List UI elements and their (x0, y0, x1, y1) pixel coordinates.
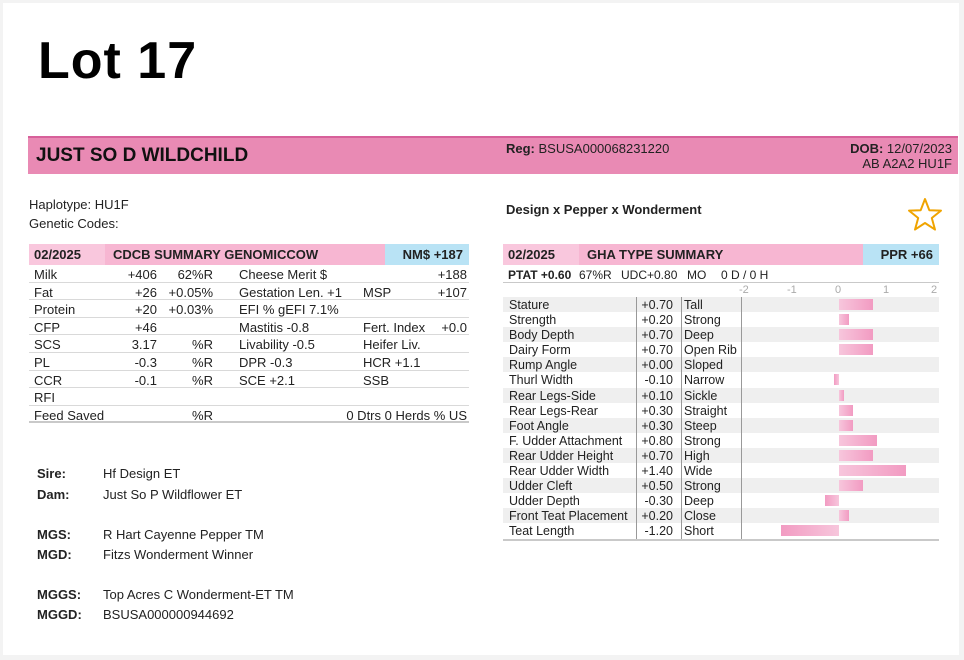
cdcb-date: 02/2025 (29, 244, 105, 265)
cdcb-cell: Fert. Index (363, 319, 426, 335)
cdcb-header (29, 244, 469, 265)
trait-descriptor: Strong (684, 313, 721, 328)
cdcb-cell: 62%R (177, 267, 213, 282)
axis-ticks (503, 283, 939, 297)
star-icon[interactable] (907, 197, 943, 233)
dam-name: Just So P Wildflower ET (103, 487, 243, 502)
gha-date: 02/2025 (503, 244, 579, 265)
cdcb-title: CDCB SUMMARY GENOMICCOW (105, 244, 385, 265)
trait-name: F. Udder Attachment (509, 433, 623, 448)
trait-value: +0.20 (641, 509, 673, 524)
daughters-herds: 0 D / 0 H (721, 268, 769, 282)
dob-block (850, 141, 952, 171)
cdcb-cell: Heifer Liv. (363, 337, 421, 353)
cdcb-cell: +46 (134, 319, 157, 335)
cdcb-row (29, 406, 469, 424)
trait-value: +0.80 (641, 433, 673, 448)
cdcb-row (29, 265, 469, 283)
cdcb-cell: +20 (134, 302, 157, 318)
trait-descriptor: Straight (684, 403, 728, 418)
trait-descriptor: Deep (684, 494, 714, 509)
trait-row (503, 342, 939, 357)
trait-row (503, 463, 939, 478)
cdcb-row (29, 353, 469, 371)
trait-descriptor: High (684, 448, 710, 463)
cdcb-cell: %R (192, 337, 213, 353)
genetic-codes: Genetic Codes: (29, 216, 119, 231)
trait-descriptor: Strong (684, 479, 721, 494)
udc: UDC+0.80 (621, 268, 678, 282)
trait-bar (839, 390, 844, 401)
cdcb-cell: Milk (34, 267, 58, 282)
trait-descriptor: Short (684, 524, 714, 539)
trait-row (503, 478, 939, 493)
cdcb-summary (29, 244, 469, 423)
trait-descriptor: Sickle (684, 388, 718, 403)
trait-descriptor: Strong (684, 433, 721, 448)
trait-name: Foot Angle (509, 418, 569, 433)
registration (506, 141, 669, 156)
trait-name: Rear Udder Height (509, 448, 614, 463)
trait-bar (839, 344, 873, 355)
haplotype: Haplotype: HU1F (29, 197, 129, 212)
reg-label: Reg: (506, 141, 535, 156)
cdcb-cell: MSP (363, 284, 392, 300)
trait-name: Teat Length (509, 524, 575, 539)
mggs-name: Top Acres C Wonderment-ET TM (103, 587, 294, 602)
axis-tick-label: 2 (931, 284, 938, 296)
mgs-label: MGS: (37, 527, 71, 542)
trait-name: Dairy Form (509, 343, 571, 358)
trait-row (503, 388, 939, 403)
trait-value: +0.70 (641, 328, 673, 343)
sire-label: Sire: (37, 466, 66, 481)
trait-name: Stature (509, 298, 550, 312)
trait-bar (825, 495, 839, 506)
trait-value: +0.30 (641, 418, 673, 433)
nm-dollar: NM$ +187 (385, 244, 469, 265)
trait-name: Rear Udder Width (509, 464, 610, 479)
pedigree-summary: Design x Pepper x Wonderment (506, 202, 702, 217)
animal-name: JUST SO D WILDCHILD (36, 145, 249, 166)
trait-value: -0.30 (644, 494, 673, 509)
ptat-row (503, 265, 939, 283)
trait-value: +0.70 (641, 343, 673, 358)
axis-tick-label: -2 (739, 284, 749, 296)
cdcb-cell: Mastitis -0.8 (239, 319, 310, 335)
trait-name: Thurl Width (509, 373, 573, 388)
trait-bar (839, 435, 877, 446)
cdcb-row (29, 371, 469, 389)
column-divider (681, 297, 682, 539)
mgd-name: Fitzs Wonderment Winner (103, 547, 254, 562)
trait-descriptor: Open Rib (684, 343, 737, 358)
trait-row (503, 433, 939, 448)
cdcb-rows (29, 265, 469, 423)
sale-page (3, 3, 959, 655)
cdcb-cell: +0.0 (441, 319, 467, 335)
trait-bar (839, 510, 849, 521)
trait-row (503, 357, 939, 372)
cdcb-row (29, 335, 469, 353)
trait-bar (839, 420, 853, 431)
trait-row (503, 297, 939, 312)
trait-descriptor: Tall (684, 298, 703, 312)
ptat-rel: 67%R (579, 268, 612, 282)
trait-row (503, 493, 939, 508)
trait-bar (839, 329, 873, 340)
trait-bar (839, 450, 873, 461)
cdcb-cell: -0.1 (134, 372, 157, 388)
trait-bar (839, 314, 849, 325)
mggd-label: MGGD: (37, 607, 82, 622)
trait-value: +0.50 (641, 479, 673, 494)
animal-header (28, 136, 958, 174)
cdcb-cell: PL (34, 354, 50, 370)
trait-value: -0.10 (644, 373, 673, 388)
column-divider (636, 297, 637, 539)
cdcb-cell: %R (192, 372, 213, 388)
trait-descriptor: Deep (684, 328, 714, 343)
trait-value: +0.20 (641, 313, 673, 328)
trait-bar (781, 525, 839, 536)
trait-name: Front Teat Placement (509, 509, 628, 524)
dam-label: Dam: (37, 487, 70, 502)
trait-row (503, 312, 939, 327)
cdcb-row (29, 283, 469, 301)
cdcb-cell: %R (192, 407, 213, 423)
dob-label: DOB: (850, 141, 884, 156)
gha-type-summary (503, 244, 939, 539)
gha-header (503, 244, 939, 265)
sire-name: Hf Design ET (103, 466, 181, 481)
trait-value: +0.30 (641, 403, 673, 418)
mgd-label: MGD: (37, 547, 72, 562)
cdcb-cell: Feed Saved (34, 407, 105, 423)
gha-title: GHA TYPE SUMMARY (579, 244, 863, 265)
trait-descriptor: Sloped (684, 358, 723, 373)
trait-value: +0.70 (641, 298, 673, 312)
cdcb-cell: +188 (437, 267, 467, 282)
cdcb-cell: +0.05% (168, 284, 213, 300)
trait-row (503, 508, 939, 523)
cdcb-cell: SSB (363, 372, 390, 388)
trait-name: Rear Legs-Rear (509, 403, 598, 418)
trait-bar (839, 465, 906, 476)
trait-name: Rear Legs-Side (509, 388, 596, 403)
trait-value: +0.70 (641, 448, 673, 463)
trait-bar (839, 405, 853, 416)
cdcb-cell: HCR +1.1 (363, 354, 421, 370)
cdcb-row (29, 318, 469, 336)
trait-value: -1.20 (644, 524, 673, 539)
trait-name: Body Depth (509, 328, 575, 343)
trait-row (503, 448, 939, 463)
trait-table (503, 297, 939, 539)
trait-bar (839, 480, 863, 491)
trait-row (503, 418, 939, 433)
cdcb-cell: CCR (34, 372, 63, 388)
reg-number: BSUSA000068231220 (538, 141, 670, 156)
cdcb-cell: -0.3 (134, 354, 157, 370)
trait-name: Udder Cleft (509, 479, 573, 494)
mgs-name: R Hart Cayenne Pepper TM (103, 527, 264, 542)
mggs-label: MGGS: (37, 587, 82, 602)
trait-bar (839, 299, 873, 310)
trait-bar (834, 374, 839, 385)
cdcb-cell: RFI (34, 390, 55, 406)
cdcb-cell: Livability -0.5 (239, 337, 315, 353)
cdcb-cell: Gestation Len. +1 (239, 284, 342, 300)
cdcb-cell: +0.03% (168, 302, 213, 318)
cdcb-cell: DPR -0.3 (239, 354, 293, 370)
trait-value: +0.10 (641, 388, 673, 403)
trait-descriptor: Wide (684, 464, 713, 479)
trait-descriptor: Steep (684, 418, 717, 433)
trait-name: Udder Depth (509, 494, 580, 509)
genetic-code-values: AB A2A2 HU1F (862, 156, 952, 171)
cdcb-cell: SCS (34, 337, 61, 353)
cdcb-cell: Fat (34, 284, 53, 300)
trait-name: Strength (509, 313, 557, 328)
dob-value: 12/07/2023 (886, 141, 952, 156)
trait-descriptor: Close (684, 509, 716, 524)
cdcb-cell: 3.17 (131, 337, 157, 353)
cdcb-cell: Cheese Merit $ (239, 267, 328, 282)
cdcb-cell: SCE +2.1 (239, 372, 296, 388)
cdcb-cell: +26 (134, 284, 157, 300)
trait-value: +0.00 (641, 358, 673, 373)
axis-tick-label: 1 (883, 284, 890, 296)
axis-tick-label: -1 (787, 284, 797, 296)
ppr-score: PPR +66 (863, 244, 939, 265)
column-divider (741, 297, 742, 539)
cdcb-cell: Protein (34, 302, 76, 318)
cdcb-row (29, 388, 469, 406)
ptat: PTAT +0.60 (508, 268, 572, 282)
trait-row (503, 372, 939, 387)
cdcb-cell: +406 (127, 267, 157, 282)
cdcb-cell: CFP (34, 319, 60, 335)
cdcb-cell: %R (192, 354, 213, 370)
cdcb-cell: +107 (437, 284, 467, 300)
cdcb-row (29, 300, 469, 318)
trait-row (503, 327, 939, 342)
axis-tick-label: 0 (835, 284, 842, 296)
mo: MO (687, 268, 707, 282)
table-bottom-border (503, 539, 939, 541)
mggd-name: BSUSA000000944692 (103, 607, 234, 622)
trait-value: +1.40 (641, 464, 673, 479)
trait-row (503, 523, 939, 538)
trait-descriptor: Narrow (684, 373, 725, 388)
trait-row (503, 403, 939, 418)
cdcb-cell: 0 Dtrs 0 Herds % US (346, 407, 467, 423)
trait-name: Rump Angle (509, 358, 578, 373)
lot-title: Lot 17 (38, 32, 198, 90)
cdcb-cell: EFI % gEFI 7.1% (239, 302, 339, 318)
